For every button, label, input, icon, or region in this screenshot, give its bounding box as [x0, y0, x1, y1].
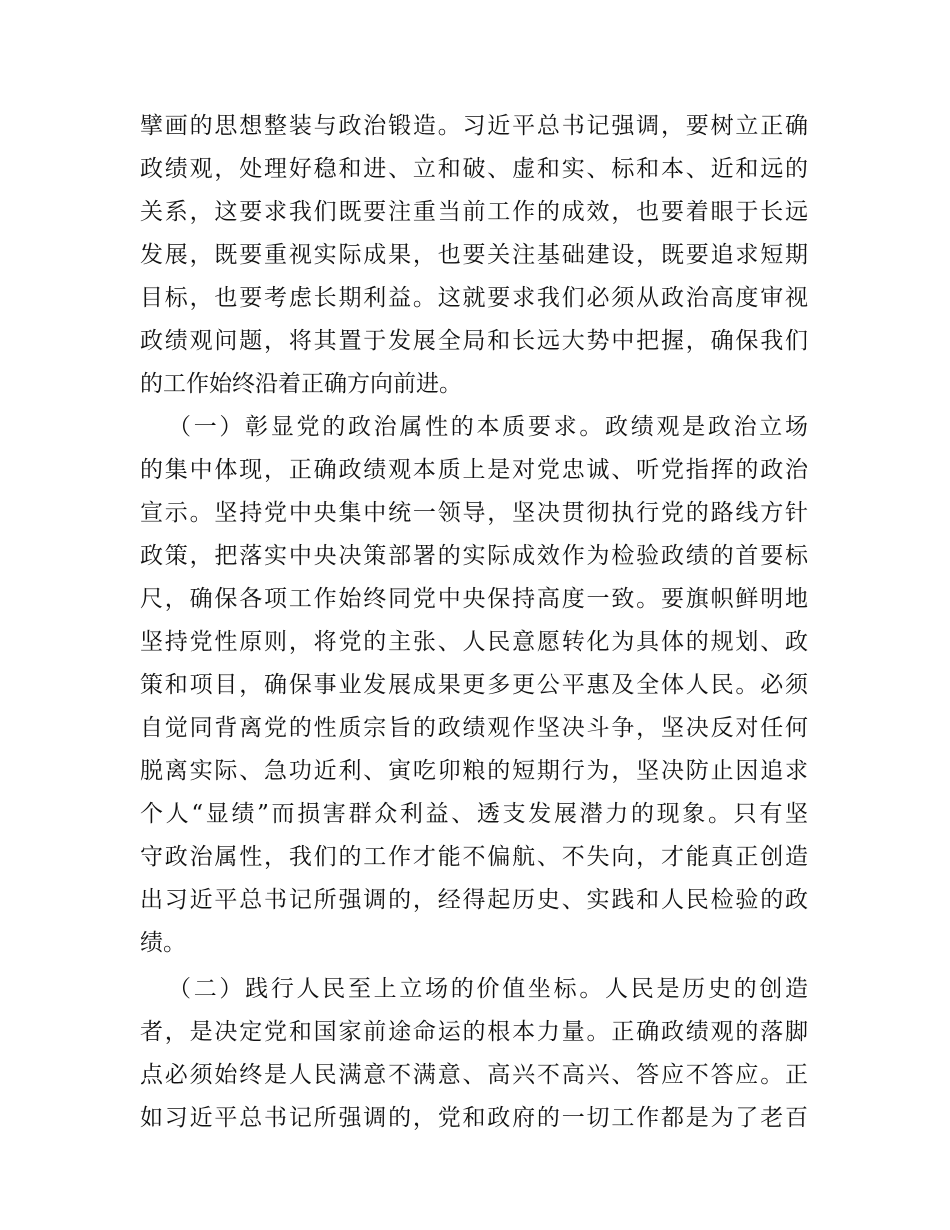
text-line: 者，是决定党和国家前途命运的根本力量。正确政绩观的落脚	[140, 1019, 808, 1045]
text-line: 脱离实际、急功近利、寅吃卯粮的短期行为，坚决防止因追求	[140, 758, 808, 784]
text-line: 尺，确保各项工作始终同党中央保持高度一致。要旗帜鲜明地	[140, 586, 808, 612]
paragraph-section-1	[140, 406, 808, 965]
text-line: 策和项目，确保事业发展成果更多更公平惠及全体人民。必须	[140, 672, 808, 698]
section-heading-line: （一）彰显党的政治属性的本质要求。政绩观是政治立场	[168, 414, 808, 440]
text-line: 出习近平总书记所强调的，经得起历史、实践和人民检验的政	[140, 887, 808, 913]
text-line: 绩。	[140, 930, 186, 956]
text-line: 的工作始终沿着正确方向前进。	[140, 371, 462, 397]
document-body	[140, 105, 808, 1140]
paragraph-intro	[140, 105, 808, 406]
text-line: 政绩观，处理好稳和进、立和破、虚和实、标和本、近和远的	[140, 156, 808, 182]
paragraph-section-2	[140, 968, 808, 1140]
text-line: 的集中体现，正确政绩观本质上是对党忠诚、听党指挥的政治	[140, 457, 808, 483]
text-line: 政绩观问题，将其置于发展全局和长远大势中把握，确保我们	[140, 328, 808, 354]
text-line: 自觉同背离党的性质宗旨的政绩观作坚决斗争，坚决反对任何	[140, 715, 808, 741]
text-line: 宣示。坚持党中央集中统一领导，坚决贯彻执行党的路线方针	[140, 500, 808, 526]
text-line: 发展，既要重视实际成果，也要关注基础建设，既要追求短期	[140, 242, 808, 268]
text-line: 个人“显绩”而损害群众利益、透支发展潜力的现象。只有坚	[140, 801, 808, 827]
text-line: 坚持党性原则，将党的主张、人民意愿转化为具体的规划、政	[140, 629, 808, 655]
section-heading-line: （二）践行人民至上立场的价值坐标。人民是历史的创造	[168, 976, 808, 1002]
text-line: 守政治属性，我们的工作才能不偏航、不失向，才能真正创造	[140, 844, 808, 870]
text-line: 擘画的思想整装与政治锻造。习近平总书记强调，要树立正确	[140, 113, 808, 139]
text-line: 如习近平总书记所强调的，党和政府的一切工作都是为了老百	[140, 1105, 808, 1131]
text-line: 目标，也要考虑长期利益。这就要求我们必须从政治高度审视	[140, 285, 808, 311]
text-line: 政策，把落实中央决策部署的实际成效作为检验政绩的首要标	[140, 543, 808, 569]
text-line: 关系，这要求我们既要注重当前工作的成效，也要着眼于长远	[140, 199, 808, 225]
text-line: 点必须始终是人民满意不满意、高兴不高兴、答应不答应。正	[140, 1062, 808, 1088]
